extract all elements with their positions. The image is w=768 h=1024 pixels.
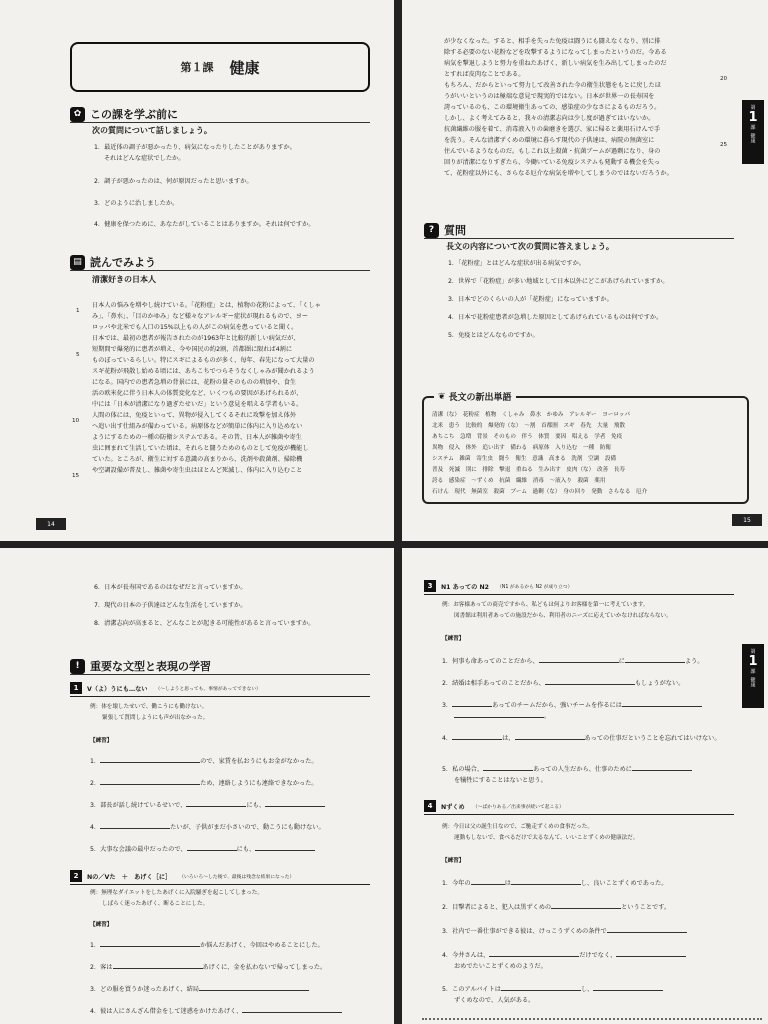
grammar-note: （N1 があるから N2 が成り立つ） — [496, 584, 573, 590]
practice-label: 【練習】 — [90, 922, 113, 928]
questions-heading-text: 質問 — [444, 224, 466, 237]
question-icon: ? — [424, 223, 439, 238]
before-instruction: 次の質問について話しましょう。 — [92, 126, 212, 135]
grammar-number: 1 — [70, 682, 82, 694]
line-number: 10 — [72, 418, 80, 424]
exercise: 5．このアルバイトは し、 — [442, 984, 663, 995]
reading-line: て、花粉症以外にも、さらなる厄介な病気を増やしてしまうのではないだろうか。 — [444, 170, 673, 177]
reading-heading — [70, 254, 156, 270]
tab-prefix: 第 — [750, 649, 756, 655]
dotted-border — [422, 1018, 762, 1020]
before-heading — [70, 106, 178, 122]
before-q4: 4．健康を保つために、あなたがしていることはありますか。それは何ですか。 — [94, 221, 315, 228]
exercise: 3．部長が話し続けているせいで、 にも、 — [90, 800, 325, 811]
before-q3: 3．どのように治しましたか。 — [94, 200, 179, 207]
grammar-title: V（よ）うにも…ない — [87, 685, 148, 693]
vocab-row: 石けん 現代 無菌室 殺菌 ブーム 過剰（な） 身の回り 発動 さらなる 厄介 — [432, 489, 648, 495]
reading-line: 短期間で爆発的に患者が増え、今や国民の約2割、首都圏に限れば4割に — [92, 346, 293, 353]
exercise-cont: おめでたいことずくめのようだ。 — [454, 963, 547, 970]
page-17 — [402, 548, 768, 1024]
grammar-2-header — [70, 870, 370, 885]
questions-heading — [424, 222, 466, 238]
reading-line: になる。国内での患者急増の背景には、花粉の量そのものの増加や、食生 — [92, 379, 297, 386]
exercise: 1． か悩んだあげく、今回はやめることにした。 — [90, 942, 324, 949]
tab-label: 健康 — [749, 133, 756, 143]
page-16 — [0, 548, 394, 1024]
exercise-cont: ずくめなので、人気がある。 — [454, 997, 535, 1004]
exercise: 4． たいが、子供がまだ小さいので、動こうにも動けない。 — [90, 824, 325, 831]
reading-line: 住んでいるようなものだ。もしこれ以上殺菌・抗菌ブームが過剰になり、身の — [444, 148, 661, 155]
question-4: 4．日本で花粉症患者が急増した原因としてあげられているものは何ですか。 — [448, 314, 663, 321]
leaf-icon: ❦ — [438, 391, 446, 402]
tab-label: 健康 — [749, 677, 756, 687]
exercise: 1．今年の は し、良いことずくめであった。 — [442, 880, 668, 887]
tab-suffix: 課 — [750, 125, 756, 131]
questions-instruction: 長文の内容について次の質問に答えましょう。 — [446, 242, 614, 251]
page-15 — [402, 0, 768, 541]
reading-line: とすれば皮肉なことである。 — [444, 71, 525, 78]
grammar-note: （いろいろ～した後で、最後は残念な結果になった） — [179, 874, 295, 880]
reading-line: が少なくなった。すると、相手を失った免疫は闘うにも闘えなくなり、別に排 — [444, 38, 661, 45]
reading-body-continued — [444, 36, 673, 179]
example: 例：お客様あっての商売ですから、私どもは何よりお客様を第一に考えています。 — [442, 602, 649, 608]
reading-line: 回りが清潔になりすぎたら、今働いている免疫システムも発動する機会を失っ — [444, 159, 660, 166]
exercise: 2．客は あげくに、金を払わないで帰ってしまった。 — [90, 964, 327, 971]
exercise: 3． あってのチームだから、強いチームを作るには — [442, 700, 702, 711]
practice-label: 【練習】 — [442, 858, 465, 864]
exclamation-icon: ! — [70, 659, 85, 674]
vocab-heading — [434, 390, 516, 403]
question-2: 2．世界で「花粉症」が多い地域として日本以外にどこがあげられていますか。 — [448, 278, 669, 285]
reading-line: ものぼっているらしい。特にスギによるものが多く、毎年、春先になって大量の — [92, 357, 315, 364]
example: 図書館は利用者あっての施設だから、利用者のニーズに応えていかなければならない。 — [454, 613, 672, 619]
before-q1b: それはどんな症状でしたか。 — [104, 155, 185, 162]
vocab-box — [422, 391, 749, 504]
page-number: 14 — [36, 518, 66, 530]
tab-suffix: 課 — [750, 669, 756, 675]
vocab-heading-text: 長文の新出単語 — [448, 393, 512, 403]
vocab-row: システム 雑菌 寄生虫 闘う 衛生 意識 高まる 洗剤 空調 設備 — [432, 456, 617, 462]
lesson-title-box — [70, 42, 370, 92]
reading-heading-text: 読んでみよう — [90, 256, 156, 269]
divider — [70, 674, 370, 675]
example: 例：今日は父の誕生日なので、ご馳走ずくめの食事だった。 — [442, 824, 593, 830]
exercise-cont: を犠牲にすることはないと思う。 — [454, 777, 547, 784]
book-icon: ▤ — [70, 255, 85, 270]
grammar-title: Nずくめ — [441, 803, 465, 811]
reading-line: 病気を撃退しようと努力を重ねたあげく、新しい病気を生み出してしまったのだ — [444, 60, 667, 67]
vocab-list — [432, 410, 647, 498]
example: 緊張して質問しようにも声が出なかった。 — [102, 715, 209, 721]
example: 例：無理なダイエットをしたあげくに入院騒ぎを起こしてしまった。 — [90, 890, 263, 896]
vocab-row: 誇る 感染症 ～ずくめ 抗菌 繊維 消毒 ～液入り 殺菌 薬用 — [432, 478, 606, 484]
reading-line: 人間の体には、免疫といって、異物が侵入してくるそれに攻撃を加え体外 — [92, 412, 297, 419]
exercise: 3．どの服を買うか迷ったあげく、結局 — [90, 984, 309, 995]
grammar-note: （～しようと思っても、事情があってできない） — [155, 686, 261, 692]
exercise: 5．大事な会議の最中だったので、 にも、 — [90, 844, 315, 855]
divider — [424, 238, 734, 239]
grammar-title: Nの／Vた ＋ あげく［に］ — [87, 873, 172, 881]
grammar-title: N1 あっての N2 — [441, 583, 489, 591]
line-number: 20 — [720, 76, 728, 82]
page-14 — [0, 0, 394, 541]
grammar-number: 3 — [424, 580, 436, 592]
vocab-row: 北米 患う 比較的 爆発的（な） ～割 首都圏 スギ 春先 大量 飛散 — [432, 423, 625, 429]
question-8: 8．清潔志向が高まると、どんなことが起きる可能性があると言っていますか。 — [94, 620, 315, 627]
tab-number: 1 — [748, 110, 758, 125]
question-1: 1．「花粉症」とはどんな症状が出る病気ですか。 — [448, 260, 585, 267]
line-number: 5 — [76, 352, 80, 358]
divider — [70, 122, 370, 123]
divider — [70, 270, 370, 271]
example: 例：体を壊したせいで、働こうにも働けない。 — [90, 704, 208, 710]
line-number: 1 — [76, 308, 80, 314]
grammar-heading — [70, 658, 211, 674]
example: 運動もしないで、食べるだけで太るなんて、いいことずくめの健康法だ。 — [454, 835, 639, 841]
page-number: 15 — [732, 514, 762, 526]
before-heading-text: この課を学ぶ前に — [90, 108, 178, 121]
before-q2: 2．調子が悪かったのは、何が原因だったと思いますか。 — [94, 178, 253, 185]
exercise: 1． ので、家賃を払おうにもお金がなかった。 — [90, 758, 318, 765]
exercise: 5．私の場合、 あっての人生だから、仕事のために — [442, 764, 692, 775]
lesson-title: 健康 — [229, 58, 260, 77]
grammar-note: （～ばかりある／出来事が続いて起こる） — [472, 804, 564, 810]
grammar-1-header — [70, 682, 370, 697]
tab-prefix: 第 — [750, 105, 756, 111]
reading-line: 誇っているのも、この環境衛生あっての、感染症の少なさによるものだろう。 — [444, 104, 661, 111]
reading-line: もちろん、だからといって努力して改善された今の衛生状態をもとに戻したほ — [444, 82, 661, 89]
exercise-cont: 。 — [454, 711, 550, 722]
exercise: 4．彼は人にさんざん借金をして迷惑をかけたあげく、 — [90, 1006, 342, 1017]
lesson-tab — [742, 644, 764, 708]
reading-line: うがいいというのは極端な意見で現実的ではない。日本が世界一の長寿国を — [444, 93, 655, 100]
reading-line: 日本では、最初の患者が報告されたのが1963年と比較的新しい病気だが、 — [92, 335, 300, 342]
question-6: 6．日本が長寿国であるのはなぜだと言っていますか。 — [94, 584, 247, 591]
line-number: 15 — [72, 473, 80, 479]
leaf-icon: ✿ — [70, 107, 85, 122]
exercise: 2．目撃者によると、犯人は黒ずくめの ということです。 — [442, 904, 671, 911]
exercise: 2．結婚は相手あってのことだから、 もしょうがない。 — [442, 680, 685, 687]
reading-line: ていた。ところが、衛生に対する意識の高まりから、洗剤や殺菌剤、掃除機 — [92, 456, 303, 463]
grammar-number: 2 — [70, 870, 82, 882]
reading-line: ようにするための一種の防衛システムである。その昔、日本人が雑菌や寄生 — [92, 434, 302, 441]
lesson-number: 第１課 — [180, 61, 214, 74]
example: しばらく迷ったあげく、断ることにした。 — [102, 901, 209, 907]
reading-body — [92, 300, 321, 476]
question-3: 3．日本でどのくらいの人が「花粉症」になっていますか。 — [448, 296, 613, 303]
exercise: 4． は、 あっての仕事だということを忘れてはいけない。 — [442, 735, 721, 742]
reading-line: 虫に囲まれて生活していた頃は、それらと闘うためのものとして免疫が機能し — [92, 445, 309, 452]
vocab-row: 異物 侵入 体外 追い出す 備わる 病原体 入り込む 一種 防衛 — [432, 445, 612, 451]
vocab-row: 清潔（な） 花粉症 植物 くしゃみ 鼻水 かゆみ アレルギー ヨーロッパ — [432, 412, 631, 418]
reading-line: を洗う。そんな清潔ずくめの環境に暮らす現代の子供達は、病院の無菌室に — [444, 137, 655, 144]
question-7: 7．現代の日本の子供達はどんな生活をしていますか。 — [94, 602, 247, 609]
grammar-number: 4 — [424, 800, 436, 812]
practice-label: 【練習】 — [442, 636, 465, 642]
exercise: 2． ため、連絡しようにも連絡できなかった。 — [90, 780, 318, 787]
vocab-row: あちこち 急増 背景 そのもの 伴う 体質 要因 唱える 学者 免疫 — [432, 434, 623, 440]
vocab-row: 普及 死滅 別に 排除 撃退 重ねる 生み出す 皮肉（な） 改善 長寿 — [432, 467, 625, 473]
reading-line: 抗菌繊維の服を着て、消毒液入りの歯磨きを選び、家に帰ると薬用石けんで手 — [444, 126, 661, 133]
exercise: 1．何事も命あってのことだから、 に よう。 — [442, 658, 704, 665]
reading-line: 除する必要のない花粉などを攻撃するようになってしまったというのだ。今ある — [444, 49, 667, 56]
grammar-heading-text: 重要な文型と表現の学習 — [90, 660, 211, 673]
reading-title: 清潔好きの日本人 — [92, 275, 156, 284]
reading-line: スギ花粉が飛散し始める頃には、あちこちでつらそうなくしゃみが聞かれるよう — [92, 368, 315, 375]
exercise: 4．今井さんは、 だけでなく、 — [442, 950, 686, 961]
grammar-4-header — [424, 800, 734, 815]
line-number: 25 — [720, 142, 728, 148]
reading-line: しかし、よく考えてみると、我々の清潔志向は少し度が過ぎてはいないか。 — [444, 115, 655, 122]
reading-line: へ追い出す仕組みが備わっている。病原体などが簡単に体内に入り込めない — [92, 423, 303, 430]
reading-line: 中には「日本が清潔になり過ぎたせいだ」という意見を唱える学者もいる。 — [92, 401, 303, 408]
before-q1: 1．最近体の調子が悪かったり、病気になったりしたことがありますか。 — [94, 144, 296, 151]
reading-line: や空調設備が普及し、雑菌や寄生虫はほとんど死滅し、体内に入り込むこと — [92, 467, 303, 474]
tab-number: 1 — [748, 654, 758, 669]
lesson-tab — [742, 100, 764, 164]
reading-line: ロッパや北米でも人口の15%以上もの人がこの病気を患っていると聞く。 — [92, 324, 298, 331]
reading-line: み」、「鼻水」、「目のかゆみ」など様々なアレルギー症状が現れるもので、ヨー — [92, 313, 309, 320]
practice-label: 【練習】 — [90, 738, 113, 744]
reading-line: 日本人の悩みを増やし続けている。「花粉症」とは、植物の花粉によって、「くしゃ — [92, 302, 321, 309]
question-5: 5．免疫とはどんなものですか。 — [448, 332, 539, 339]
reading-line: 活の欧米化に伴う日本人の体質変化など、いくつもの要因があげられるが、 — [92, 390, 303, 397]
exercise: 3．社内で一番仕事ができる彼は、けっこうずくめの条件で — [442, 926, 687, 937]
grammar-3-header — [424, 580, 734, 595]
